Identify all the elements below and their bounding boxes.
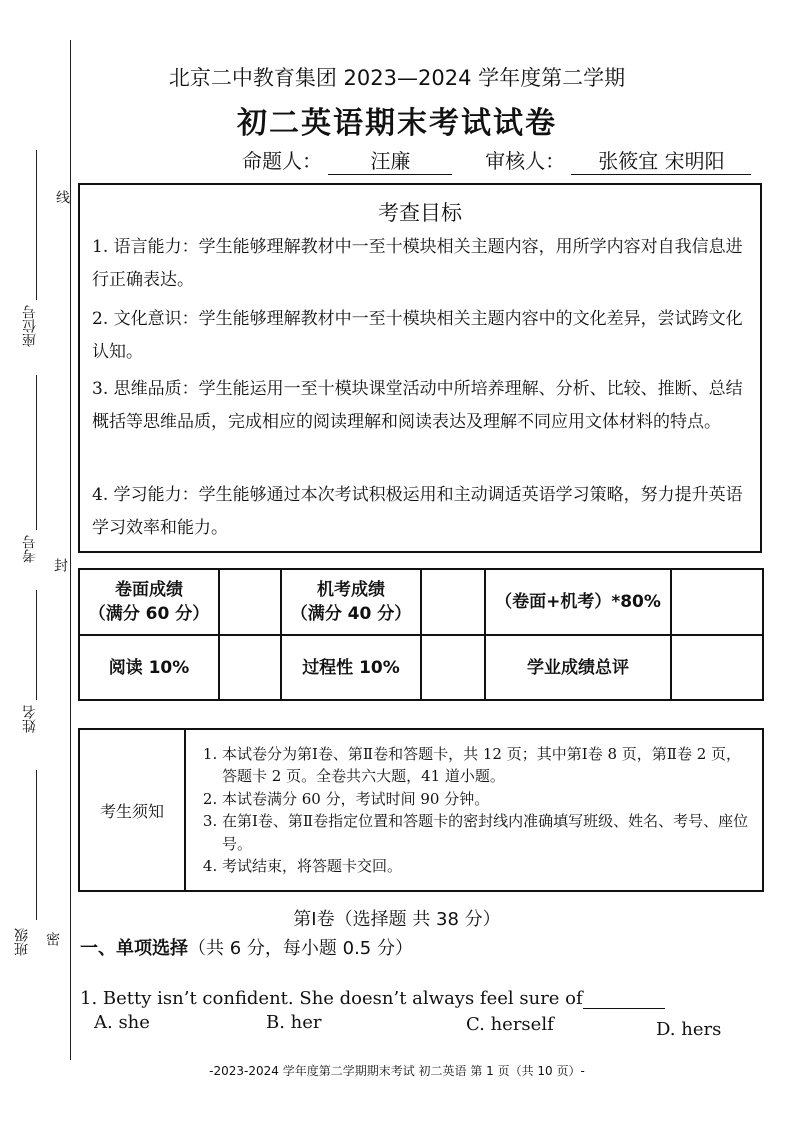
section-heading [80, 934, 413, 960]
school-term: 北京二中教育集团 2023—2024 学年度第二学期 [168, 66, 626, 90]
exam-number-label: 考号 [22, 535, 38, 563]
notice-item: 2. 本试卷满分 60 分，考试时间 90 分钟。 [222, 788, 756, 811]
seat-number-label: 座位号 [22, 305, 38, 347]
section-title: 一、单项选择 [80, 938, 188, 959]
machine-score-header: 机考成绩 （满分 40 分） [281, 569, 421, 635]
reviewer-names: 张筱宜 宋明阳 [571, 145, 751, 175]
option-d[interactable]: D. hers [656, 1019, 722, 1040]
option-b[interactable]: B. her [266, 1012, 322, 1033]
setter-label: 命题人： [242, 149, 322, 173]
reading-cell[interactable] [219, 635, 281, 700]
part-title: 第Ⅰ卷（选择题 共 38 分） [293, 909, 501, 930]
seal-line-mark: 线 [54, 190, 70, 204]
goals-title: 考查目标 [378, 201, 462, 225]
class-label: 班级 [14, 928, 30, 956]
goal-item: 1. 语言能力：学生能够理解教材中一至十模块相关主题内容，用所学内容对自我信息进行正确表达。 [92, 237, 743, 290]
name-label: 姓名 [22, 705, 38, 733]
process-cell[interactable] [421, 635, 485, 700]
page-footer: -2023-2024 学年度第二学期期末考试 初二英语 第 1 页（共 10 页）- [209, 1064, 585, 1078]
score-table [78, 568, 764, 701]
overall-cell[interactable] [671, 635, 763, 700]
exam-goals-box [78, 183, 762, 553]
seat-number-blank[interactable] [36, 150, 37, 300]
overall-header: 学业成绩总评 [485, 635, 671, 700]
exam-title: 初二英语期末考试试卷 [237, 106, 557, 141]
goal-item: 2. 文化意识：学生能够理解教材中一至十模块相关主题内容中的文化差异，尝试跨文化认知。 [92, 309, 743, 362]
goal-item: 4. 学习能力：学生能够通过本次考试积极运用和主动调适英语学习策略，努力提升英语学习效率和能力。 [92, 485, 743, 538]
notice-item: 1. 本试卷分为第Ⅰ卷、第Ⅱ卷和答题卡，共 12 页；其中第Ⅰ卷 8 页，第Ⅱ卷 2 页，答题卡 2 页。全卷共六大题，41 道小题。 [222, 743, 756, 788]
class-blank[interactable] [36, 770, 37, 920]
notice-content [185, 729, 763, 891]
reading-header: 阅读 10% [79, 635, 219, 700]
process-header: 过程性 10% [281, 635, 421, 700]
setter-name: 汪廉 [328, 145, 452, 175]
name-blank[interactable] [36, 590, 37, 700]
seal-secret-mark: 密 [44, 932, 60, 946]
option-c[interactable]: C. herself [466, 1014, 554, 1035]
candidate-notice [78, 728, 764, 892]
machine-score-cell[interactable] [421, 569, 485, 635]
section-note: （共 6 分，每小题 0.5 分） [188, 938, 413, 959]
reviewer-label: 审核人： [485, 149, 566, 173]
weighted-score-cell[interactable] [671, 569, 763, 635]
question-1 [80, 988, 665, 1009]
weighted-score-header: （卷面+机考）*80% [485, 569, 671, 635]
notice-item: 4. 考试结束，将答题卡交回。 [222, 855, 756, 878]
seal-seal-mark: 封 [52, 558, 68, 572]
question-stem: 1. Betty isn’t confident. She doesn’t always feel sure of [80, 988, 583, 1009]
goal-item: 3. 思维品质：学生能运用一至十模块课堂活动中所培养理解、分析、比较、推断、总结概括等思维品质，完成相应的阅读理解和阅读表达及理解不同应用文体材料的特点。 [92, 379, 743, 432]
paper-score-cell[interactable] [219, 569, 281, 635]
option-a[interactable]: A. she [94, 1012, 150, 1033]
setters-line [242, 145, 751, 175]
paper-score-header: 卷面成绩 （满分 60 分） [79, 569, 219, 635]
notice-item: 3. 在第Ⅰ卷、第Ⅱ卷指定位置和答题卡的密封线内准确填写班级、姓名、考号、座位号。 [222, 810, 756, 855]
exam-number-blank[interactable] [36, 375, 37, 530]
answer-blank[interactable] [583, 990, 665, 1009]
notice-label: 考生须知 [79, 729, 185, 891]
